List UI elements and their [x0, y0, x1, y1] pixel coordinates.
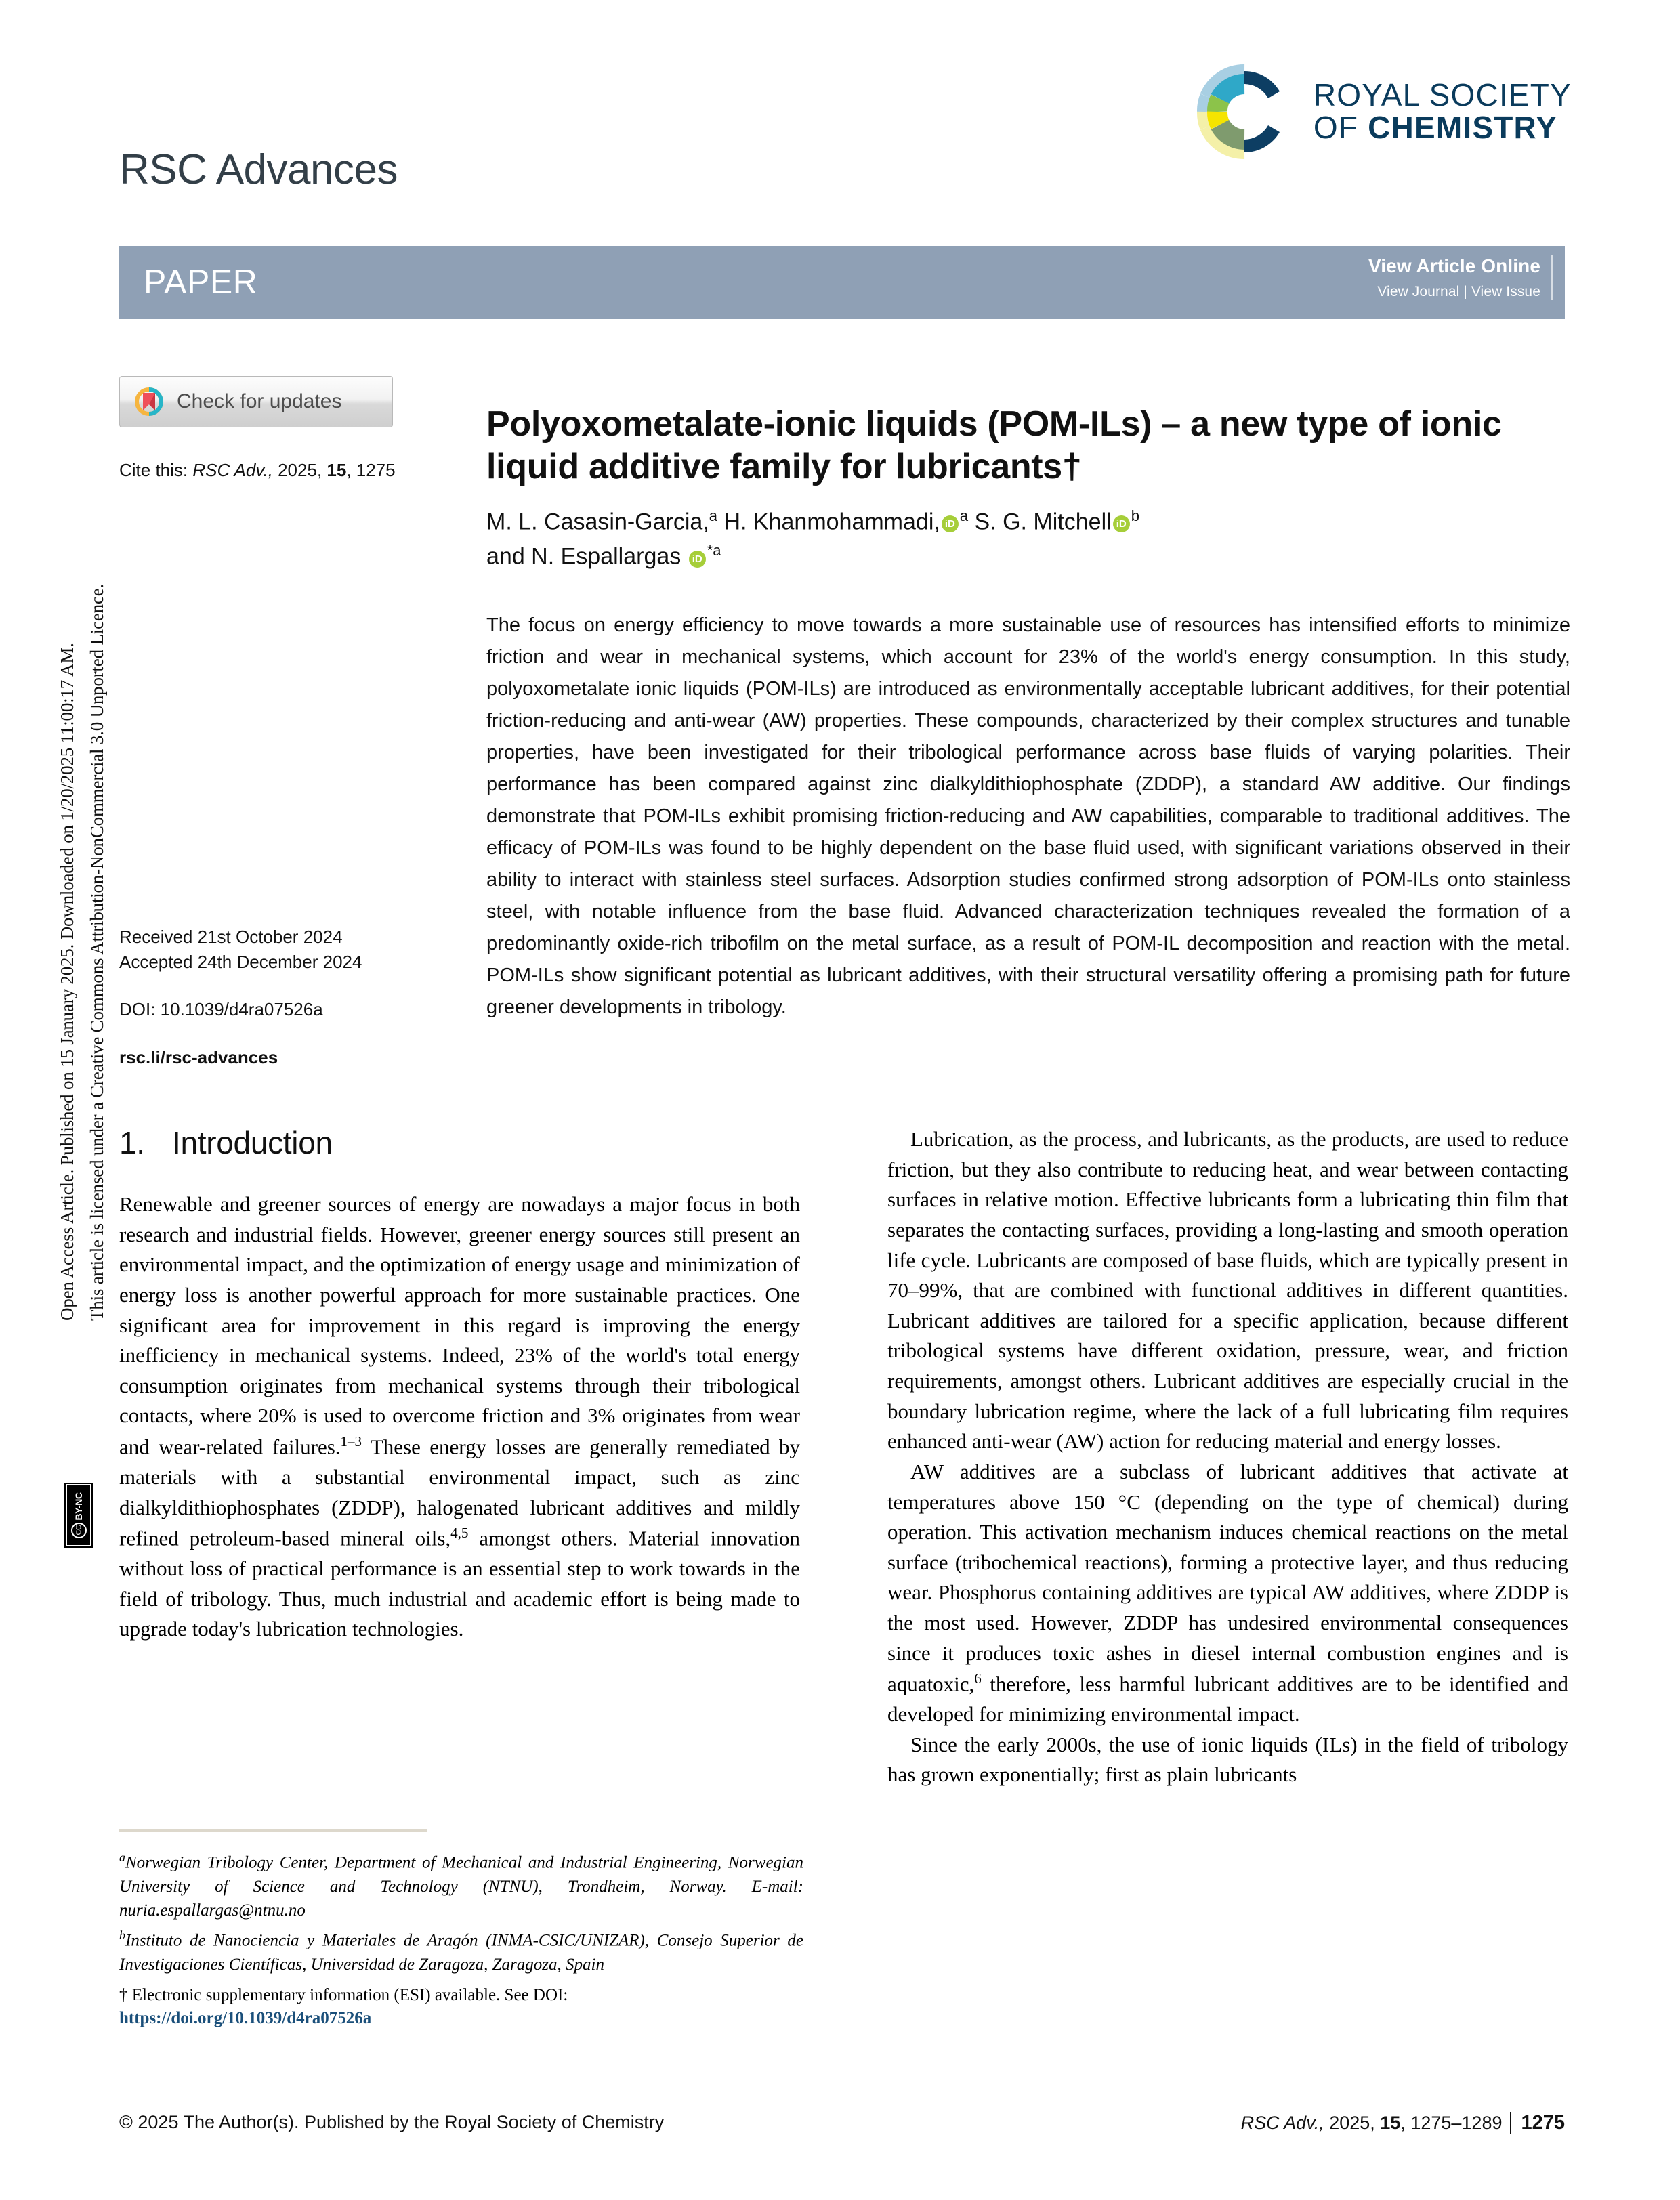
article-meta-column	[119, 376, 438, 481]
footer-citation	[1241, 2112, 1565, 2134]
affiliation-b	[119, 1927, 803, 1976]
banner-paper-label: PAPER	[144, 263, 258, 301]
rsc-li-link[interactable]: rsc.li/rsc-advances	[119, 1047, 278, 1067]
view-journal-link[interactable]: View Journal	[1377, 284, 1460, 299]
royal-society-of-chemistry-logo	[1190, 61, 1572, 163]
link-separator: |	[1463, 284, 1467, 299]
rsc-c-mark-icon	[1190, 61, 1299, 163]
author-list	[486, 505, 1570, 574]
cc-circle-icon: CC	[71, 1523, 87, 1538]
affiliation-a	[119, 1849, 803, 1923]
author-4-affiliation-marker: *a	[707, 542, 721, 559]
cite-this-year: 2025,	[272, 460, 327, 480]
author-3-affiliation-marker: b	[1131, 507, 1139, 524]
open-access-side-strip	[19, 251, 107, 1536]
paragraph	[119, 1189, 800, 1645]
author-4: and N. Espallargas	[486, 543, 681, 570]
body-column-left	[119, 1124, 800, 1645]
affiliation-b-marker: b	[119, 1928, 125, 1942]
cite-this-page: , 1275	[346, 460, 396, 480]
view-issue-link[interactable]: View Issue	[1471, 284, 1540, 299]
affiliation-a-marker: a	[119, 1850, 125, 1864]
orcid-icon[interactable]: iD	[1113, 515, 1130, 532]
paper-type-banner	[119, 246, 1565, 319]
rsc-wordmark	[1314, 79, 1572, 144]
received-date: Received 21st October 2024	[119, 927, 343, 947]
footer-divider	[119, 2086, 1565, 2087]
side-strip-line-2: This article is licensed under a Creative Commons Attribution-NonCommercial 3.0 Unported Licence.	[87, 583, 107, 1321]
affiliation-b-text: Instituto de Nanociencia y Materiales de Aragón (INMA-CSIC/UNIZAR), Consejo Superior de Investigaciones Científicas, Universidad de Zaragoza, Zaragoza, Spain	[119, 1931, 803, 1974]
cite-this-line	[119, 460, 438, 481]
paragraph-text-end: therefore, less harmful lubricant additives are to be identified and developed for minimizing environmental impact.	[887, 1672, 1569, 1727]
author-2: H. Khanmohammadi,	[717, 509, 940, 535]
paragraph-text: AW additives are a subclass of lubricant additives that activate at temperatures above 150 °C (depending on the type of chemical) during operation. This activation mechanism induces chemical reactions on the metal surface (tribochemical reactions), forming a protective layer, and thus reducing wear. Phosphorus containing additives are typical AW additives, where ZDDP is the most used. However, ZDDP has undesired environmental consequences since it produces toxic ashes in diesel internal combustion engines and is aquatoxic,	[887, 1459, 1568, 1696]
citation-ref[interactable]: 6	[974, 1670, 982, 1687]
esi-footnote: † Electronic supplementary information (ESI) available. See DOI:	[119, 1986, 568, 2005]
citation-ref[interactable]: 4,5	[450, 1525, 469, 1542]
cite-this-volume: 15	[327, 460, 347, 480]
author-1-affiliation-marker: a	[709, 507, 718, 524]
check-for-updates-button[interactable]	[119, 376, 393, 427]
doi-line: DOI: 10.1039/d4ra07526a	[119, 999, 323, 1019]
rsc-wordmark-line-1: ROYAL SOCIETY	[1313, 77, 1572, 113]
accepted-date: Accepted 24th December 2024	[119, 951, 362, 972]
rsc-wordmark-line-2	[1314, 112, 1572, 144]
view-journal-issue-links	[1368, 284, 1540, 300]
author-1: M. L. Casasin-Garcia,	[486, 509, 709, 535]
footer-page-number: 1275	[1510, 2112, 1565, 2134]
page-title: Polyoxometalate-ionic liquids (POM-ILs) – a new type of ionic liquid additive family for lubricants†	[486, 404, 1502, 487]
affiliation-a-text: Norwegian Tribology Center, Department of Mechanical and Industrial Engineering, Norwegian University of Science and Technology (NTNU), Trondheim, Norway. E-mail: nuria.espallargas@ntnu.no	[119, 1853, 803, 1920]
section-number: 1.	[119, 1125, 145, 1160]
citation-ref[interactable]: 1–3	[340, 1433, 362, 1450]
author-3: S. G. Mitchell	[968, 509, 1112, 535]
creative-commons-badge-icon	[67, 1485, 90, 1545]
rsc-wordmark-chemistry: CHEMISTRY	[1368, 110, 1558, 145]
paragraph-text-end: amongst others. Material innovation without loss of practical performance is an essential step to work towards in the field of tribology. Thus, much industrial and academic effort is being made to upgrade today's lubrication technologies.	[119, 1526, 800, 1641]
author-2-affiliation-marker: a	[959, 507, 969, 524]
footnotes-block	[119, 1829, 803, 2028]
body-column-right	[887, 1124, 1568, 1790]
abstract-text: The focus on energy efficiency to move towards a more sustainable use of resources has intensified efforts to minimize friction and wear in mechanical systems, which account for 23% of the world's energy consumption. In this study, polyoxometalate ionic liquids (POM-ILs) are introduced as environmentally acceptable lubricant additives, for their potential friction-reducing and anti-wear (AW) properties. These compounds, characterized by their complex structures and tunable properties, have been investigated for their tribological performance across base fluids of varying polarities. Their performance has been compared against zinc dialkyldithiophosphate (ZDDP), a standard AW additive. Our findings demonstrate that POM-ILs exhibit promising friction-reducing and AW capabilities, comparable to traditional additives. The efficacy of POM-ILs was found to be highly dependent on the base fluid used, with significant variations observed in their ability to interact with stainless steel surfaces. Adsorption studies confirmed strong adsorption of POM-ILs onto stainless steel, with notable influence from the base fluid. Advanced characterization techniques revealed the formation of a predominantly oxide-rich tribofilm on the metal surface, as a result of POM-IL decomposition and reaction with the metal. POM-ILs show significant potential as lubricant additives, with their structural versatility offering a promising path for future greener developments in tribology.	[486, 614, 1570, 1018]
footer-volume: 15	[1380, 2113, 1401, 2133]
view-article-online-link[interactable]: View Article Online	[1368, 255, 1540, 276]
paragraph: Since the early 2000s, the use of ionic liquids (ILs) in the field of tribology has grown exponentially; first as plain lubricants	[887, 1732, 1568, 1787]
footer-pages: , 1275–1289	[1400, 2113, 1503, 2133]
rsc-wordmark-of: OF	[1313, 110, 1368, 145]
footer-year: 2025,	[1324, 2113, 1381, 2133]
journal-title: RSC Advances	[119, 146, 398, 193]
paragraph: Lubrication, as the process, and lubricants, as the products, are used to reduce friction, but they also contribute to reducing heat, and wear between contacting surfaces in relative motion. Effective lubricants form a lubricating thin film that separates the contacting surfaces, providing a long-lasting and smooth operation life cycle. Lubricants are composed of base fluids, which are typically present in 70–99%, that are combined with functional additives in different quantities. Lubricant additives are tailored for a specific application, because different tribological systems have different oxidation, pressure, wear, and friction requirements, amongst others. Lubricant additives are especially crucial in the boundary lubrication regime, where the lack of a full lubricating film requires enhanced anti-wear (AW) action for reducing material and energy losses.	[887, 1127, 1568, 1454]
cite-this-journal: RSC Adv.,	[192, 460, 273, 480]
cite-this-prefix: Cite this:	[119, 460, 188, 480]
cc-badge-label: BY-NC	[73, 1492, 84, 1521]
paragraph	[887, 1457, 1568, 1730]
footer-copyright: © 2025 The Author(s). Published by the Royal Society of Chemistry	[119, 2112, 665, 2132]
received-accepted-dates	[119, 925, 438, 975]
orcid-icon[interactable]: iD	[689, 551, 706, 568]
paragraph-text-continued: These energy losses are generally remediated by materials with a substantial environmental impact, such as zinc dialkyldithiophosphates (ZDDP), halogenated lubricant additives and mildly refined petroleum-based mineral oils,	[119, 1435, 800, 1550]
esi-doi-link[interactable]: https://doi.org/10.1039/d4ra07526a	[119, 2008, 372, 2027]
orcid-icon[interactable]: iD	[942, 515, 959, 532]
section-heading-introduction	[119, 1124, 800, 1161]
check-for-updates-label: Check for updates	[177, 390, 342, 412]
crossmark-icon	[133, 386, 165, 417]
view-article-online-block	[1360, 255, 1553, 300]
side-strip-line-1: Open Access Article. Published on 15 January 2025. Downloaded on 1/20/2025 11:00:17 AM.	[57, 643, 77, 1321]
footnote-divider	[119, 1829, 427, 1832]
footer-journal: RSC Adv.,	[1240, 2113, 1324, 2133]
paragraph-text: Renewable and greener sources of energy are nowadays a major focus in both research and industrial fields. However, greener energy sources still present an environmental impact, and the optimization of energy usage and minimization of energy loss is another powerful approach for more sustainable practices. One significant area for improvement in this regard is improving the energy inefficiency in mechanical systems. Indeed, 23% of the world's total energy consumption originates from mechanical systems through their tribological contacts, where 20% is used to overcome friction and 3% originates from wear and wear-related failures.	[119, 1192, 800, 1459]
section-title: Introduction	[172, 1125, 333, 1160]
